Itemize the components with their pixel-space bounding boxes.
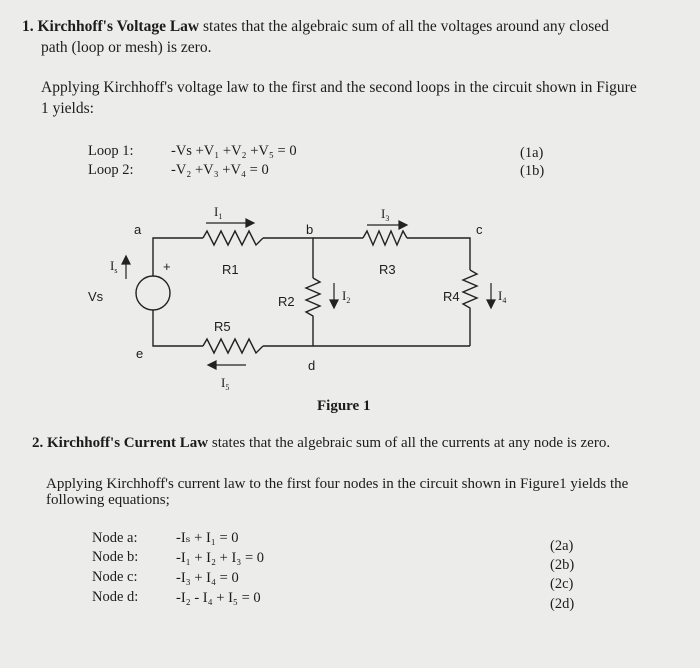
resistor-r3-label: R3: [379, 262, 396, 277]
section1-applying-line1: Applying Kirchhoff's voltage law to the first and the second loops in the circuit shown in Figure: [41, 79, 637, 96]
section2-title: Kirchhoff's Current Law: [47, 435, 209, 451]
loop1-label: Loop 1:: [88, 143, 134, 159]
current-i4-arrowhead: [487, 300, 495, 308]
current-i5-arrowhead: [208, 361, 216, 369]
resistor-r5-symbol: [203, 339, 263, 353]
node-b-tag: (2b): [550, 557, 575, 573]
section1-statement-line2: path (loop or mesh) is zero.: [41, 39, 212, 56]
node-b-label: b: [306, 222, 314, 237]
current-is-arrowhead: [122, 256, 130, 264]
node-b-eq-label: Node b:: [92, 549, 139, 565]
wire-a-to-r1: [153, 238, 203, 248]
resistor-r1-label: R1: [222, 262, 239, 277]
current-i2-arrowhead: [330, 300, 338, 308]
current-i5-label: $I_5$: [221, 375, 230, 392]
source-vs-label: Vs: [88, 289, 104, 304]
loop1-tag: (1a): [520, 145, 544, 161]
node-a-label: a: [134, 222, 142, 237]
loop1-equation: -Vs +V₁ +V₂ +V₅ = 0: [171, 143, 297, 159]
current-i3-arrowhead: [399, 221, 407, 229]
resistor-r4-label: R4: [443, 289, 460, 304]
voltage-source-symbol: [136, 276, 170, 310]
section2-applying-line2: following equations;: [46, 492, 170, 508]
node-c-label: c: [476, 222, 483, 237]
wire-e-to-r5: [153, 310, 203, 346]
section1-applying-line2: 1 yields:: [41, 100, 94, 117]
node-c-eq-label: Node c:: [92, 569, 138, 585]
current-i3-label: $I_3$: [381, 206, 390, 223]
loop2-tag: (1b): [520, 163, 545, 179]
node-d-tag: (2d): [550, 596, 575, 612]
node-e-label: e: [136, 346, 144, 361]
node-a-tag: (2a): [550, 538, 574, 554]
section2-heading-line: [32, 433, 610, 453]
node-d-label: d: [308, 358, 316, 373]
section1-number: 1.: [22, 18, 34, 35]
section2-applying-line1: Applying Kirchhoff's current law to the first four nodes in the circuit shown in Figure1 yields the: [46, 476, 629, 492]
resistor-r4-symbol: [463, 270, 477, 346]
node-a-equation: -Iₛ + I₁ = 0: [176, 530, 239, 546]
node-b-equation: -I₁ + I₂ + I₃ = 0: [176, 550, 265, 566]
section1-title: Kirchhoff's Voltage Law: [37, 18, 200, 35]
loop2-label: Loop 2:: [88, 162, 134, 178]
wire-r1-to-b: [263, 238, 313, 278]
section1-statement: states that the algebraic sum of all the voltages around any closed: [203, 18, 609, 35]
node-a-eq-label: Node a:: [92, 530, 138, 546]
current-i4-label: $I_4$: [498, 288, 507, 305]
node-d-eq-label: Node d:: [92, 589, 139, 605]
resistor-r3-symbol: [363, 231, 407, 245]
current-i2-label: $I_2$: [342, 288, 351, 305]
current-is-label: $I_s$: [110, 258, 118, 275]
resistor-r2-label: R2: [278, 294, 295, 309]
node-c-tag: (2c): [550, 576, 574, 592]
resistor-r1-symbol: [203, 231, 263, 245]
current-i1-arrowhead: [246, 219, 254, 227]
wire-r3-to-c: [407, 238, 470, 270]
resistor-r2-symbol: [306, 278, 320, 346]
section2-statement: states that the algebraic sum of all the currents at any node is zero.: [211, 435, 611, 451]
loop2-equation: -V₂ +V₃ +V₄ = 0: [171, 162, 269, 178]
section2-number: 2.: [32, 435, 44, 451]
resistor-r5-label: R5: [214, 319, 231, 334]
current-i1-label: $I_1$: [214, 204, 223, 221]
node-c-equation: -I₃ + I₄ = 0: [176, 570, 239, 586]
node-d-equation: -I₂ - I₄ + I₅ = 0: [176, 590, 261, 606]
figure-caption: Figure 1: [317, 398, 371, 414]
source-plus-sign: +: [163, 259, 171, 274]
